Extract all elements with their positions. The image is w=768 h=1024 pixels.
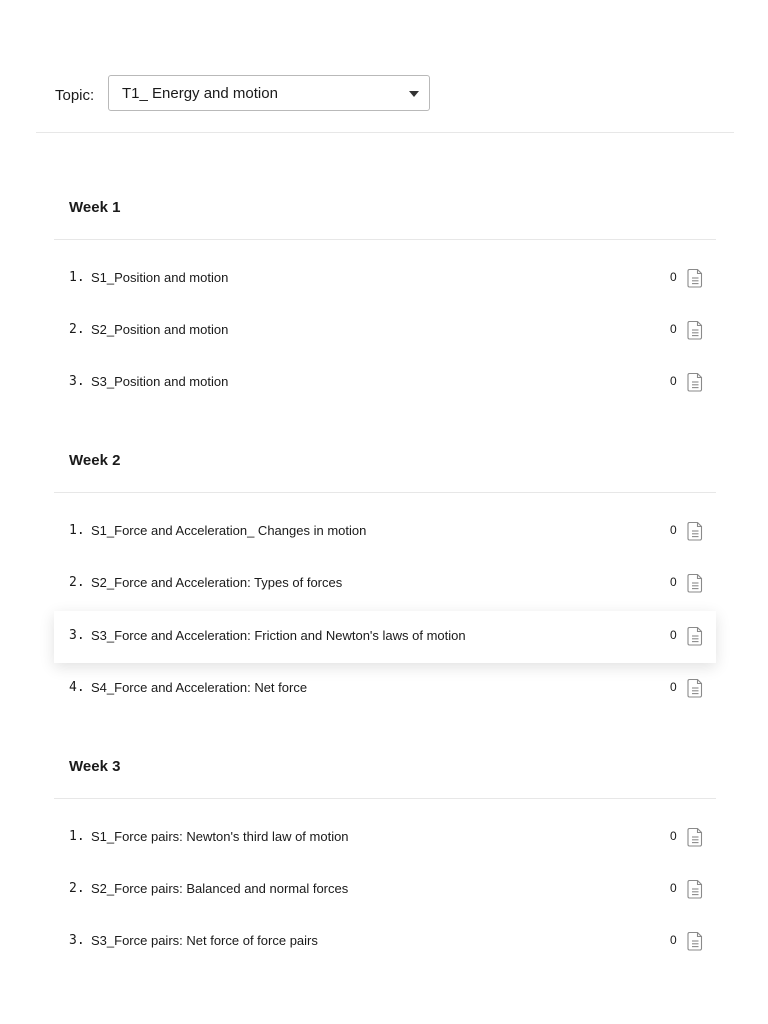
lesson-number: 2. — [69, 881, 85, 896]
document-icon[interactable] — [686, 879, 704, 899]
lesson-title: S2_Position and motion — [91, 322, 229, 337]
lesson-row[interactable] — [54, 812, 716, 864]
lesson-title: S2_Force pairs: Balanced and normal forces — [91, 881, 349, 896]
week-heading: Week 1 — [69, 199, 121, 216]
document-icon[interactable] — [686, 320, 704, 340]
lesson-title: S1_Force pairs: Newton's third law of motion — [91, 829, 349, 844]
lesson-number: 3. — [69, 933, 85, 948]
document-icon[interactable] — [686, 573, 704, 593]
topic-select[interactable] — [108, 75, 430, 111]
document-icon[interactable] — [686, 268, 704, 288]
resource-count: 0 — [670, 933, 677, 947]
topic-label: Topic: — [55, 87, 95, 104]
resource-count: 0 — [670, 575, 677, 589]
lesson-number: 1. — [69, 829, 85, 844]
lesson-row[interactable] — [54, 916, 716, 968]
resource-count: 0 — [670, 322, 677, 336]
lesson-number: 3. — [69, 628, 85, 643]
document-icon[interactable] — [686, 372, 704, 392]
lesson-row[interactable] — [54, 611, 716, 663]
lesson-row[interactable] — [54, 357, 716, 409]
lesson-title: S2_Force and Acceleration: Types of forces — [91, 575, 343, 590]
document-icon[interactable] — [686, 521, 704, 541]
resource-count: 0 — [670, 628, 677, 642]
lesson-title: S3_Force and Acceleration: Friction and Newton's laws of motion — [91, 628, 466, 643]
document-icon[interactable] — [686, 827, 704, 847]
resource-count: 0 — [670, 374, 677, 388]
lesson-title: S3_Force pairs: Net force of force pairs — [91, 933, 318, 948]
lesson-title: S1_Force and Acceleration_ Changes in motion — [91, 523, 367, 538]
lesson-number: 2. — [69, 322, 85, 337]
document-icon[interactable] — [686, 678, 704, 698]
lesson-title: S3_Position and motion — [91, 374, 229, 389]
lesson-row[interactable] — [54, 305, 716, 357]
lesson-title: S1_Position and motion — [91, 270, 229, 285]
lesson-number: 4. — [69, 680, 85, 695]
lesson-number: 1. — [69, 523, 85, 538]
week-divider — [54, 798, 716, 799]
week-divider — [54, 239, 716, 240]
lesson-row[interactable] — [54, 253, 716, 305]
document-icon[interactable] — [686, 931, 704, 951]
week-divider — [54, 492, 716, 493]
document-icon[interactable] — [686, 626, 704, 646]
resource-count: 0 — [670, 523, 677, 537]
week-heading: Week 3 — [69, 758, 121, 775]
resource-count: 0 — [670, 270, 677, 284]
topic-filter-bar — [36, 75, 734, 133]
lesson-row[interactable] — [54, 558, 716, 610]
topic-select-value: T1_ Energy and motion — [122, 85, 278, 102]
lesson-number: 1. — [69, 270, 85, 285]
resource-count: 0 — [670, 881, 677, 895]
lesson-row[interactable] — [54, 864, 716, 916]
lesson-title: S4_Force and Acceleration: Net force — [91, 680, 308, 695]
caret-down-icon — [409, 91, 419, 97]
lesson-number: 2. — [69, 575, 85, 590]
resource-count: 0 — [670, 829, 677, 843]
week-heading: Week 2 — [69, 452, 121, 469]
resource-count: 0 — [670, 680, 677, 694]
lesson-number: 3. — [69, 374, 85, 389]
lesson-row[interactable] — [54, 663, 716, 715]
lesson-row[interactable] — [54, 506, 716, 558]
